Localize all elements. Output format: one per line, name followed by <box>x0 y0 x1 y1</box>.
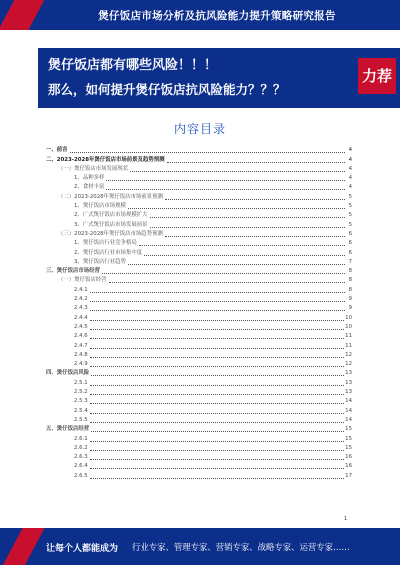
toc-dot-leader <box>128 264 345 265</box>
toc-entry-page: 14 <box>345 398 352 405</box>
toc-dot-leader <box>70 152 345 153</box>
toc-entry[interactable] <box>46 351 352 360</box>
toc-entry-page: 6 <box>348 240 352 247</box>
toc-entry-label: 五、煲仔饭店经营 <box>46 426 90 433</box>
toc-entry[interactable] <box>46 397 352 406</box>
toc-dot-leader <box>90 338 344 339</box>
toc-entry-page: 4 <box>348 165 352 172</box>
toc-entry[interactable] <box>46 230 352 239</box>
toc-entry-label: 四、煲仔饭店风险 <box>46 370 90 377</box>
toc-entry-page: 13 <box>345 370 352 377</box>
toc-entry-label: 2.5.3 <box>74 398 88 405</box>
toc-entry-page: 8 <box>348 277 352 284</box>
toc-dot-leader <box>165 199 345 200</box>
toc-entry[interactable] <box>46 378 352 387</box>
toc-dot-leader <box>167 162 346 163</box>
toc-dot-leader <box>90 413 344 414</box>
toc-entry-page: 14 <box>345 416 352 423</box>
toc-entry-label: 三、煲仔饭店市场经营 <box>46 268 100 275</box>
toc-dot-leader <box>90 348 344 349</box>
toc-title: 内容目录 <box>173 122 226 136</box>
toc-entry-page: 11 <box>345 333 352 340</box>
table-of-contents <box>46 146 352 481</box>
footer-bar <box>0 528 400 565</box>
toc-dot-leader <box>128 208 345 209</box>
report-title: 煲仔饭店市场分析及抗风险能力提升策略研究报告 <box>98 10 336 22</box>
toc-entry-label: 3、煲仔饭店行业趋势 <box>74 258 126 265</box>
toc-entry-label: 2.6.4 <box>74 463 88 470</box>
toc-entry-label: 2.6.3 <box>74 454 88 461</box>
toc-dot-leader <box>106 189 345 190</box>
toc-entry-label: 2.4.2 <box>74 296 88 303</box>
footer-slogan: 让每个人都能成为 <box>46 544 119 554</box>
toc-dot-leader <box>90 459 344 460</box>
toc-entry-label: 1、煲仔饭店市场规模 <box>74 203 126 210</box>
toc-entry-page: 9 <box>348 305 352 312</box>
toc-dot-leader <box>90 441 344 442</box>
toc-entry[interactable] <box>46 146 352 155</box>
toc-entry-page: 15 <box>345 444 352 451</box>
toc-entry[interactable] <box>46 304 352 313</box>
toc-dot-leader <box>150 227 345 228</box>
banner-question-1: 煲仔饭店都有哪些风险！！！ <box>48 58 218 73</box>
toc-entry[interactable] <box>46 211 352 220</box>
toc-entry-page: 14 <box>345 407 352 414</box>
toc-entry-page: 5 <box>348 212 352 219</box>
banner-question-2: 那么，如何提升煲仔饭店抗风险能力？？？ <box>48 82 286 97</box>
toc-entry-label: 2.4.1 <box>74 286 88 293</box>
toc-dot-leader <box>144 255 345 256</box>
toc-dot-leader <box>109 282 345 283</box>
toc-entry[interactable] <box>46 444 352 453</box>
toc-entry[interactable] <box>46 434 352 443</box>
toc-dot-leader <box>130 171 345 172</box>
toc-dot-leader <box>90 468 344 469</box>
toc-entry-label: 二、2023-2028年煲仔饭店市场前景及趋势预测 <box>46 156 165 163</box>
toc-entry-label: 2.4.7 <box>74 342 88 349</box>
toc-dot-leader <box>150 217 345 218</box>
toc-entry-page: 6 <box>348 230 352 237</box>
toc-entry[interactable] <box>46 462 352 471</box>
toc-dot-leader <box>106 180 345 181</box>
toc-end-page: 1 <box>344 516 348 522</box>
toc-entry-label: 3、广式煲仔饭店市场发展前景 <box>74 221 148 228</box>
toc-entry-page: 10 <box>345 323 352 330</box>
toc-entry-label: （一）煲仔饭店经营 <box>58 277 107 284</box>
toc-entry[interactable] <box>46 155 352 164</box>
toc-entry[interactable] <box>46 220 352 229</box>
toc-entry-page: 4 <box>348 147 352 154</box>
toc-entry-label: 2.6.2 <box>74 444 88 451</box>
toc-dot-leader <box>90 422 344 423</box>
toc-entry-label: 2.5.5 <box>74 416 88 423</box>
toc-entry[interactable] <box>46 267 352 276</box>
toc-entry[interactable] <box>46 285 352 294</box>
toc-entry-page: 17 <box>345 472 352 479</box>
toc-entry-label: 2.4.6 <box>74 333 88 340</box>
toc-entry-page: 8 <box>348 268 352 275</box>
toc-entry[interactable] <box>46 239 352 248</box>
toc-entry[interactable] <box>46 332 352 341</box>
toc-entry-label: 2、煲仔饭店行业市场集中度 <box>74 249 143 256</box>
toc-dot-leader <box>90 320 344 321</box>
toc-entry-page: 4 <box>348 175 352 182</box>
toc-entry[interactable] <box>46 416 352 425</box>
risk-banner <box>38 48 400 108</box>
toc-entry[interactable] <box>46 323 352 332</box>
toc-entry-page: 11 <box>345 342 352 349</box>
toc-entry[interactable] <box>46 192 352 201</box>
toc-entry[interactable] <box>46 341 352 350</box>
toc-entry[interactable] <box>46 425 352 434</box>
toc-entry-page: 16 <box>345 463 352 470</box>
toc-dot-leader <box>90 366 344 367</box>
toc-dot-leader <box>90 478 344 479</box>
toc-entry-label: 2.4.9 <box>74 361 88 368</box>
toc-entry[interactable] <box>46 258 352 267</box>
toc-dot-leader <box>90 310 345 311</box>
toc-entry[interactable] <box>46 248 352 257</box>
toc-entry-label: （一）煲仔饭店市场发展现状 <box>58 165 129 172</box>
toc-entry-page: 8 <box>348 286 352 293</box>
recommend-badge: 力荐 <box>358 58 396 94</box>
toc-entry[interactable] <box>46 313 352 322</box>
toc-entry-page: 13 <box>345 379 352 386</box>
toc-dot-leader <box>91 431 344 432</box>
toc-entry[interactable] <box>46 276 352 285</box>
toc-entry[interactable] <box>46 369 352 378</box>
toc-entry[interactable] <box>46 453 352 462</box>
toc-entry-label: 2.6.1 <box>74 435 88 442</box>
toc-entry-page: 12 <box>345 351 352 358</box>
toc-entry-page: 15 <box>345 426 352 433</box>
toc-dot-leader <box>139 245 345 246</box>
toc-entry[interactable] <box>46 165 352 174</box>
toc-entry-label: 2、食材丰富 <box>74 184 105 191</box>
toc-entry-page: 4 <box>348 156 352 163</box>
toc-entry-label: 2.4.3 <box>74 305 88 312</box>
toc-entry-label: 1、品种多样 <box>74 175 105 182</box>
toc-entry-page: 6 <box>348 249 352 256</box>
toc-entry[interactable] <box>46 174 352 183</box>
toc-dot-leader <box>90 385 344 386</box>
toc-entry-label: 2.4.5 <box>74 323 88 330</box>
toc-entry-page: 9 <box>348 296 352 303</box>
toc-dot-leader <box>90 357 344 358</box>
toc-entry-label: 2、广式煲仔饭店市场规模扩大 <box>74 212 148 219</box>
toc-entry[interactable] <box>46 360 352 369</box>
toc-entry-page: 5 <box>348 221 352 228</box>
toc-entry-page: 5 <box>348 193 352 200</box>
toc-entry-label: （三）2023-2028年煲仔饭店市场趋势预测 <box>58 230 163 237</box>
footer-roles: 行业专家、管理专家、营销专家、战略专家、运营专家…… <box>132 542 350 552</box>
toc-entry-label: 2.5.1 <box>74 379 88 386</box>
toc-entry-label: 2.6.5 <box>74 472 88 479</box>
toc-dot-leader <box>90 450 344 451</box>
toc-dot-leader <box>90 301 345 302</box>
toc-dot-leader <box>90 403 344 404</box>
toc-entry[interactable] <box>46 202 352 211</box>
toc-entry-page: 12 <box>345 361 352 368</box>
toc-entry-page: 4 <box>348 184 352 191</box>
toc-entry-page: 5 <box>348 203 352 210</box>
toc-entry[interactable] <box>46 406 352 415</box>
toc-entry[interactable] <box>46 471 352 480</box>
toc-entry-label: 2.5.2 <box>74 389 88 396</box>
toc-entry-page: 13 <box>345 389 352 396</box>
toc-entry-page: 10 <box>345 314 352 321</box>
toc-entry-label: 2.5.4 <box>74 407 88 414</box>
toc-entry-page: 16 <box>345 454 352 461</box>
toc-dot-leader <box>90 329 344 330</box>
toc-dot-leader <box>91 375 344 376</box>
toc-entry-label: 一、前言 <box>46 147 68 154</box>
toc-dot-leader <box>165 236 345 237</box>
toc-entry[interactable] <box>46 183 352 192</box>
toc-dot-leader <box>90 394 344 395</box>
header-bar <box>0 0 400 30</box>
toc-entry-page: 15 <box>345 435 352 442</box>
toc-entry[interactable] <box>46 295 352 304</box>
toc-dot-leader <box>102 273 345 274</box>
toc-entry-label: （二）2023-2028年煲仔饭店市场前景预测 <box>58 193 163 200</box>
toc-entry-page: 7 <box>348 258 352 265</box>
toc-entry-label: 2.4.4 <box>74 314 88 321</box>
toc-dot-leader <box>90 292 345 293</box>
toc-entry-label: 2.4.8 <box>74 351 88 358</box>
toc-entry-label: 1、煲仔饭店行业竞争格局 <box>74 240 137 247</box>
toc-entry[interactable] <box>46 388 352 397</box>
footer-red-stripe <box>0 528 47 565</box>
